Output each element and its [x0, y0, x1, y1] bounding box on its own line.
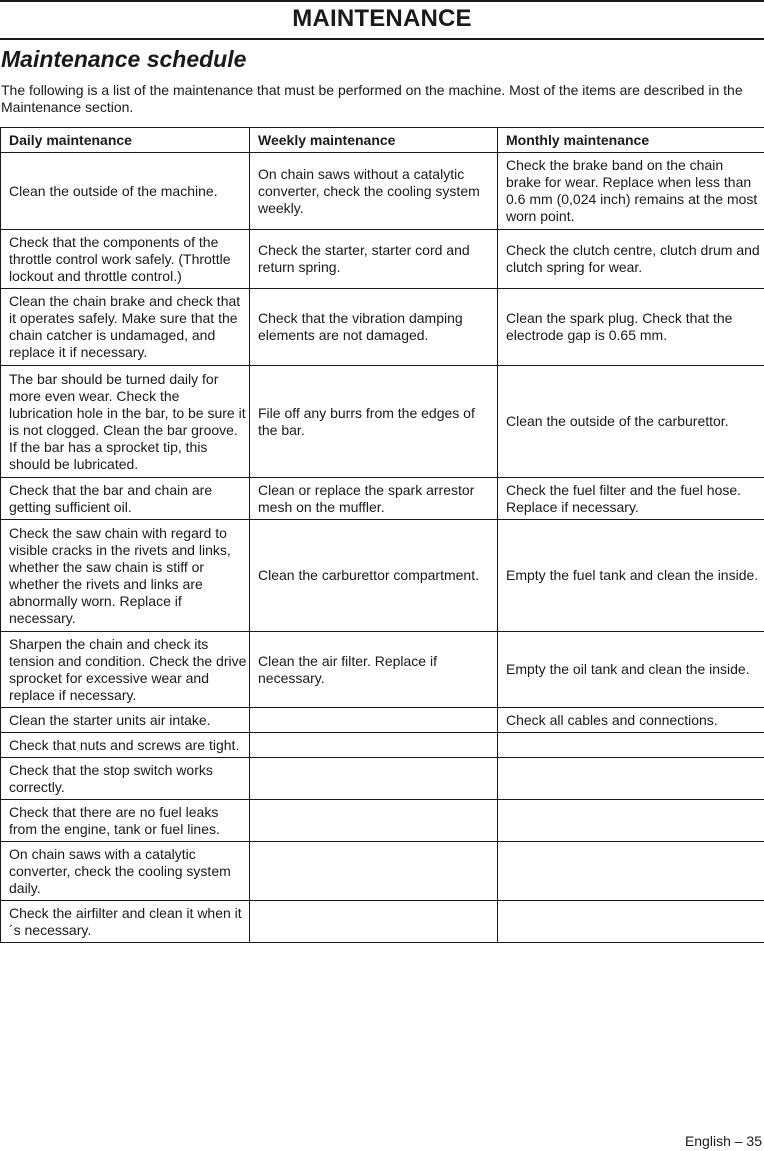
table-row [1, 366, 764, 478]
monthly-cell: Check the clutch centre, clutch drum and clutch spring for wear. [498, 230, 764, 289]
daily-cell: Check the airfilter and clean it when it´s necessary. [1, 901, 250, 943]
page-header-title: MAINTENANCE [292, 5, 472, 32]
section-title: Maintenance schedule [1, 46, 247, 72]
table-row [1, 520, 764, 632]
monthly-cell: Clean the spark plug. Check that the electrode gap is 0.65 mm. [498, 289, 764, 366]
weekly-cell: Clean or replace the spark arrestor mesh on the muffler. [250, 478, 498, 520]
daily-cell: Clean the chain brake and check that it operates safely. Make sure that the chain catcher is undamaged, and replace it if necessary. [1, 289, 250, 366]
monthly-cell: Check the brake band on the chain brake for wear. Replace when less than 0.6 mm (0,024 inch) remains at the most worn point. [498, 153, 764, 230]
daily-cell: Check that nuts and screws are tight. [1, 733, 250, 758]
intro-paragraph: The following is a list of the maintenance that must be performed on the machine. Most of the items are described in the Maintenance section. [1, 82, 743, 115]
column-header-daily: Daily maintenance [1, 128, 250, 153]
monthly-cell [498, 842, 764, 901]
daily-cell: Check that the components of the throttle control work safely. (Throttle lockout and throttle control.) [1, 230, 250, 289]
daily-cell: Check that there are no fuel leaks from the engine, tank or fuel lines. [1, 800, 250, 842]
table-row [1, 289, 764, 366]
monthly-cell: Empty the fuel tank and clean the inside. [498, 520, 764, 632]
weekly-cell [250, 842, 498, 901]
table-row [1, 800, 764, 842]
table-row [1, 230, 764, 289]
weekly-cell [250, 708, 498, 733]
table-row [1, 842, 764, 901]
table-row [1, 478, 764, 520]
daily-cell: On chain saws with a catalytic converter, check the cooling system daily. [1, 842, 250, 901]
table-row [1, 758, 764, 800]
monthly-cell [498, 733, 764, 758]
weekly-cell: On chain saws without a catalytic converter, check the cooling system weekly. [250, 153, 498, 230]
weekly-cell: Check that the vibration damping elements are not damaged. [250, 289, 498, 366]
daily-cell: Check the saw chain with regard to visible cracks in the rivets and links, whether the saw chain is stiff or whether the rivets and links are abnormally worn. Replace if necessary. [1, 520, 250, 632]
column-header-weekly: Weekly maintenance [250, 128, 498, 153]
monthly-cell [498, 901, 764, 943]
monthly-cell: Check all cables and connections. [498, 708, 764, 733]
table-row [1, 733, 764, 758]
monthly-cell [498, 800, 764, 842]
daily-cell: Check that the stop switch works correctly. [1, 758, 250, 800]
column-header-monthly: Monthly maintenance [498, 128, 764, 153]
daily-cell: Clean the outside of the machine. [1, 153, 250, 230]
daily-cell: Check that the bar and chain are getting sufficient oil. [1, 478, 250, 520]
table-header-row [1, 128, 764, 153]
table-row [1, 708, 764, 733]
page-number: English – 35 [684, 1133, 762, 1149]
weekly-cell: Clean the carburettor compartment. [250, 520, 498, 632]
daily-cell: Sharpen the chain and check its tension and condition. Check the drive sprocket for excessive wear and replace if necessary. [1, 632, 250, 708]
weekly-cell: File off any burrs from the edges of the bar. [250, 366, 498, 478]
weekly-cell: Clean the air filter. Replace if necessary. [250, 632, 498, 708]
monthly-cell: Clean the outside of the carburettor. [498, 366, 764, 478]
table-row [1, 632, 764, 708]
weekly-cell [250, 758, 498, 800]
weekly-cell [250, 733, 498, 758]
maintenance-schedule-table [0, 127, 764, 943]
monthly-cell: Check the fuel filter and the fuel hose. Replace if necessary. [498, 478, 764, 520]
daily-cell: Clean the starter units air intake. [1, 708, 250, 733]
weekly-cell [250, 800, 498, 842]
daily-cell: The bar should be turned daily for more even wear. Check the lubrication hole in the bar, to be sure it is not clogged. Clean the bar groove. If the bar has a sprocket tip, this should be lubricated. [1, 366, 250, 478]
header-band [0, 0, 764, 40]
table-row [1, 901, 764, 943]
monthly-cell [498, 758, 764, 800]
weekly-cell [250, 901, 498, 943]
monthly-cell: Empty the oil tank and clean the inside. [498, 632, 764, 708]
table-row [1, 153, 764, 230]
weekly-cell: Check the starter, starter cord and return spring. [250, 230, 498, 289]
